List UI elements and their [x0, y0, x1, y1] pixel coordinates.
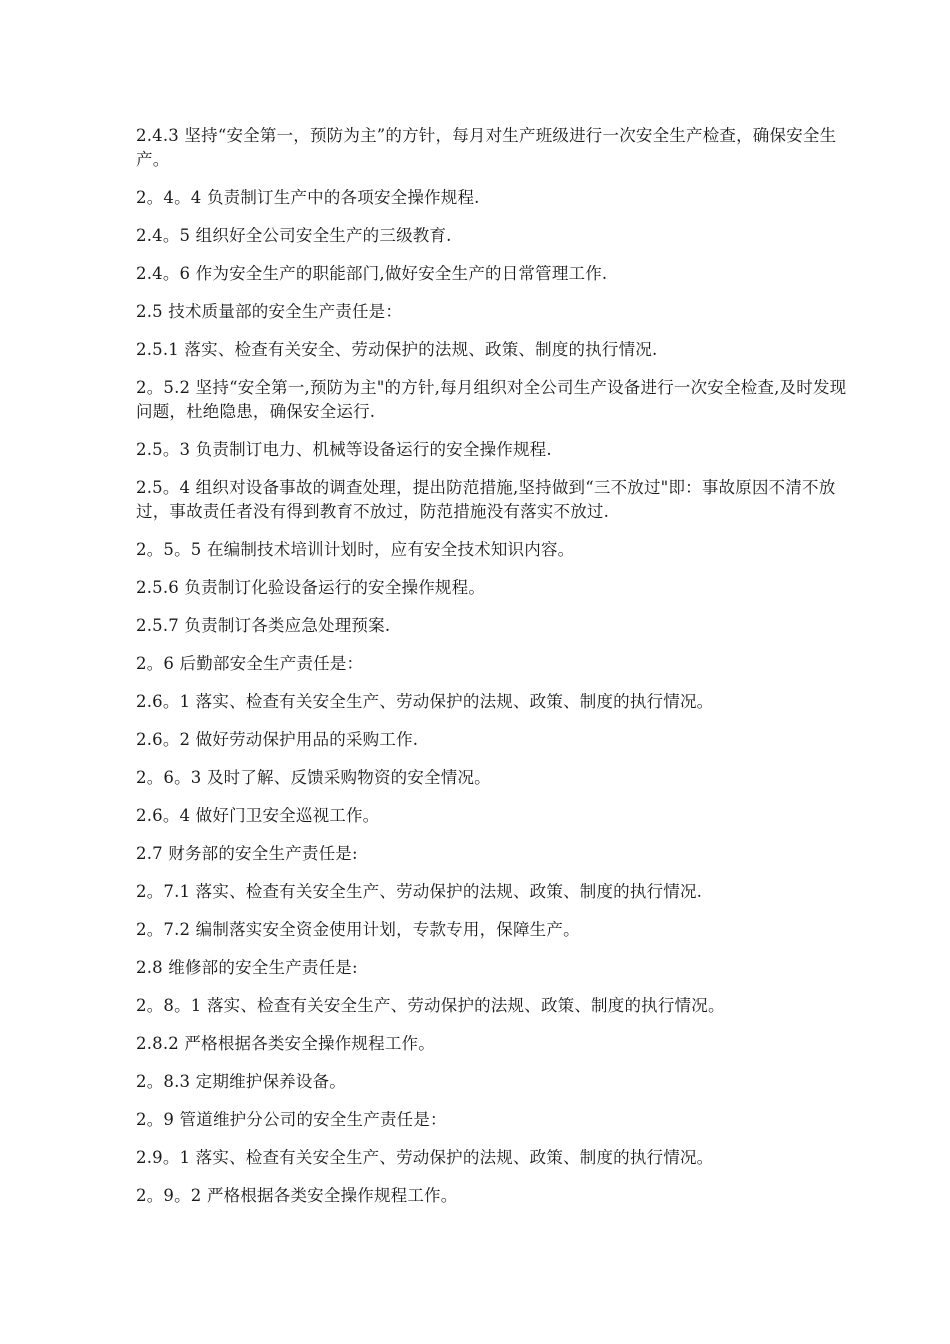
paragraph-2-4-6: 2.4。6 作为安全生产的职能部门,做好安全生产的日常管理工作. — [136, 264, 608, 283]
paragraph-2-6-1: 2.6。1 落实、检查有关安全生产、劳动保护的法规、政策、制度的执行情况。 — [136, 692, 714, 711]
section-heading-2-5: 2.5 技术质量部的安全生产责任是： — [136, 302, 403, 321]
paragraph-2-8-1: 2。8。1 落实、检查有关安全生产、劳动保护的法规、政策、制度的执行情况。 — [136, 996, 725, 1015]
paragraph-2-7-2: 2。7.2 编制落实安全资金使用计划，专款专用，保障生产。 — [136, 920, 580, 939]
paragraph-2-4-5: 2.4。5 组织好全公司安全生产的三级教育. — [136, 226, 452, 245]
paragraph-2-6-4: 2.6。4 做好门卫安全巡视工作。 — [136, 806, 380, 825]
paragraph-2-7-1: 2。7.1 落实、检查有关安全生产、劳动保护的法规、政策、制度的执行情况. — [136, 882, 703, 901]
paragraph-2-6-3: 2。6。3 及时了解、反馈采购物资的安全情况。 — [136, 768, 491, 787]
paragraph-2-9-1: 2.9。1 落实、检查有关安全生产、劳动保护的法规、政策、制度的执行情况。 — [136, 1148, 714, 1167]
paragraph-2-8-3: 2。8.3 定期维护保养设备。 — [136, 1072, 346, 1091]
paragraph-2-9-2: 2。9。2 严格根据各类安全操作规程工作。 — [136, 1186, 458, 1205]
paragraph-2-4-4: 2。4。4 负责制订生产中的各项安全操作规程. — [136, 188, 480, 207]
paragraph-2-8-2: 2.8.2 严格根据各类安全操作规程工作。 — [136, 1034, 435, 1053]
paragraph-2-5-1: 2.5.1 落实、检查有关安全、劳动保护的法规、政策、制度的执行情况. — [136, 340, 658, 359]
paragraph-2-5-6: 2.5.6 负责制订化验设备运行的安全操作规程。 — [136, 578, 486, 597]
paragraph-2-4-3: 2.4.3 坚持“安全第一，预防为主”的方针，每月对生产班级进行一次安全生产检查，确保安全生产。 — [136, 126, 837, 169]
section-heading-2-8: 2.8 维修部的安全生产责任是: — [136, 958, 358, 977]
paragraph-2-5-3: 2.5。3 负责制订电力、机械等设备运行的安全操作规程. — [136, 440, 552, 459]
paragraph-2-5-7: 2.5.7 负责制订各类应急处理预案. — [136, 616, 391, 635]
section-heading-2-6: 2。6 后勤部安全生产责任是： — [136, 654, 364, 673]
document-body — [136, 124, 856, 1222]
paragraph-2-6-2: 2.6。2 做好劳动保护用品的采购工作. — [136, 730, 419, 749]
section-heading-2-9: 2。9 管道维护分公司的安全生产责任是： — [136, 1110, 447, 1129]
paragraph-2-5-2: 2。5.2 坚持“安全第一,预防为主"的方针,每月组织对全公司生产设备进行一次安全检查,及时发现问题，杜绝隐患，确保安全运行. — [136, 378, 847, 421]
paragraph-2-5-5: 2。5。5 在编制技术培训计划时，应有安全技术知识内容。 — [136, 540, 575, 559]
section-heading-2-7: 2.7 财务部的安全生产责任是: — [136, 844, 358, 863]
paragraph-2-5-4: 2.5。4 组织对设备事故的调查处理，提出防范措施,坚持做到“三不放过"即：事故原因不清不放过，事故责任者没有得到教育不放过，防范措施没有落实不放过. — [136, 478, 836, 521]
